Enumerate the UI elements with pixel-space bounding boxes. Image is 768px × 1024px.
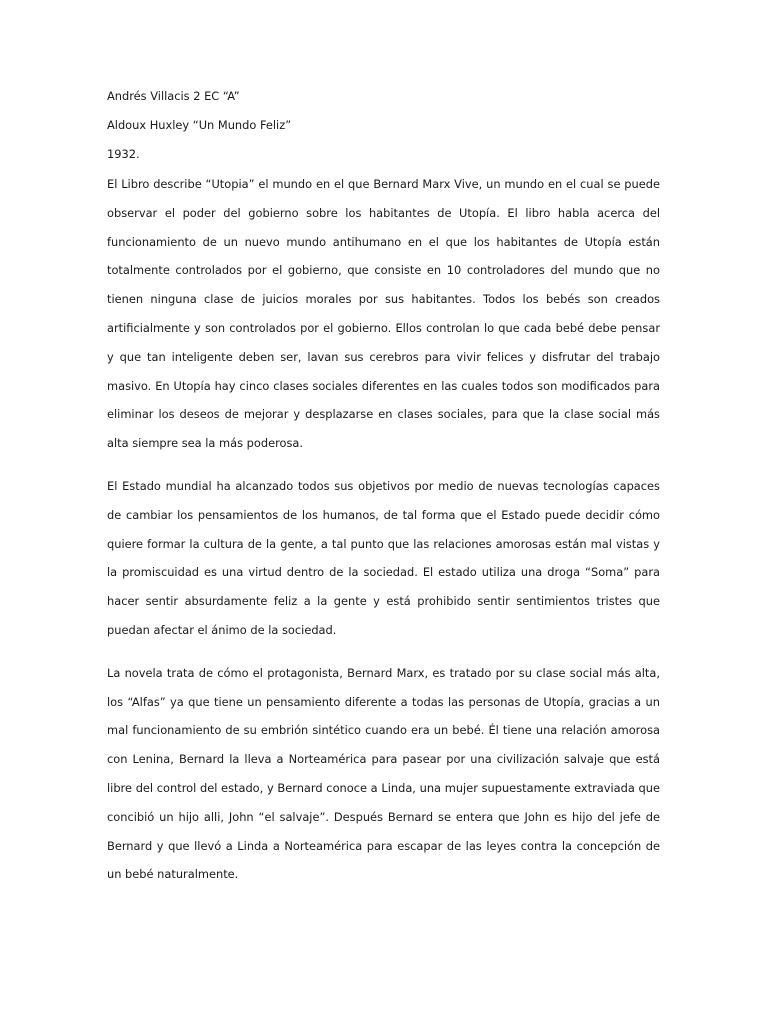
paragraph-3: La novela trata de cómo el protagonista, Bernard Marx, es tratado por su clase social más alta, los “Alfas” ya que tiene un pensamiento diferente a todas las personas de Utopía, gracias a un mal funcionamiento de su embrión sintético cuando era un bebé. Él tiene una relación amorosa con Lenina, Bernard la lleva a Norteamérica para pasear por una civilización salvaje que está libre del control del estado, y Bernard conoce a Linda, una mujer supuestamente extraviada que concibió un hijo alli, John “el salvaje”. Después Bernard se entera que John es hijo del jefe de Bernard y que llevó a Linda a Norteamérica para escapar de las leyes contra la concepción de un bebé naturalmente. bbox=[107, 665, 660, 882]
author-line: Andrés Villacis 2 EC “A” bbox=[107, 89, 240, 103]
document-body bbox=[107, 89, 660, 903]
year-line: 1932. bbox=[107, 147, 140, 161]
book-title-line: Aldoux Huxley “Un Mundo Feliz” bbox=[107, 118, 292, 132]
paragraph-1: El Libro describe “Utopia” el mundo en el que Bernard Marx Vive, un mundo en el cual se puede observar el poder del gobierno sobre los habitantes de Utopía. El libro habla acerca del funcionamiento de un nuevo mundo antihumano en el que los habitantes de Utopía están totalmente controlados por el gobierno, que consiste en 10 controladores del mundo que no tienen ninguna clase de juicios morales por sus habitantes. Todos los bebés son creados artificialmente y son controlados por el gobierno. Ellos controlan lo que cada bebé debe pensar y que tan inteligente deben ser, lavan sus cerebros para vivir felices y disfrutar del trabajo masivo. En Utopía hay cinco clases sociales diferentes en las cuales todos son modificados para eliminar los deseos de mejorar y desplazarse en clases sociales, para que la clase social más alta siempre sea la más poderosa. bbox=[107, 177, 660, 451]
paragraph-2: El Estado mundial ha alcanzado todos sus objetivos por medio de nuevas tecnologías capaces de cambiar los pensamientos de los humanos, de tal forma que el Estado puede decidir cómo quiere formar la cultura de la gente, a tal punto que las relaciones amorosas están mal vistas y la promiscuidad es una virtud dentro de la sociedad. El estado utiliza una droga “Soma” para hacer sentir absurdamente feliz a la gente y está prohibido sentir sentimientos tristes que puedan afectar el ánimo de la sociedad. bbox=[107, 478, 660, 637]
